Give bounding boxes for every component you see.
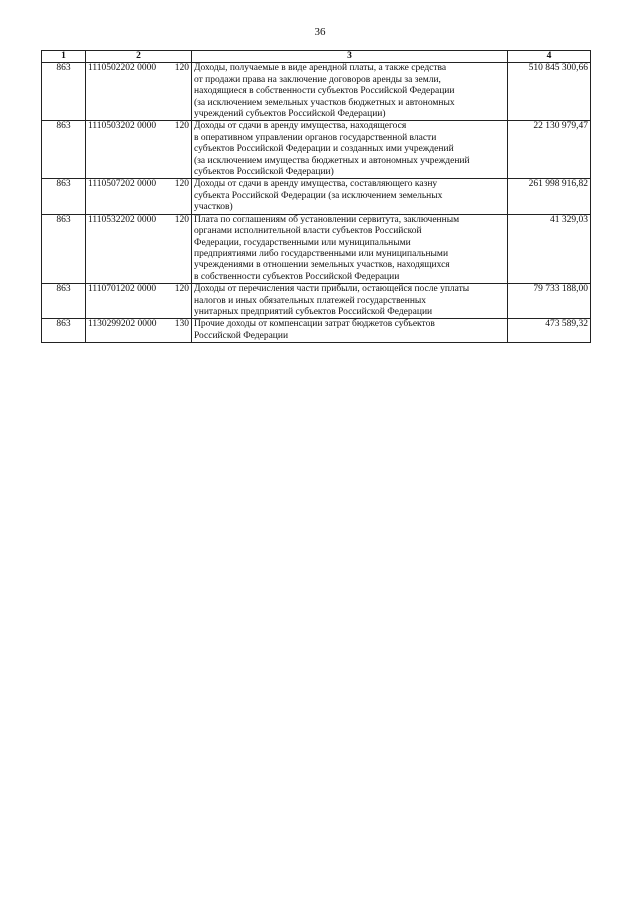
- income-type-code: 120: [174, 214, 189, 225]
- description-line: Российской Федерации: [194, 330, 289, 341]
- table-body: [42, 63, 591, 343]
- income-type-code: 120: [174, 63, 189, 74]
- description-cell: [192, 284, 508, 319]
- income-type-code: 120: [174, 284, 189, 295]
- description-line: Доходы от перечисления части прибыли, остающейся после уплаты: [194, 284, 470, 295]
- table-row: [42, 214, 591, 283]
- description-line: Доходы, получаемые в виде арендной платы, а также средства: [194, 63, 447, 74]
- column-header: 2: [86, 51, 192, 63]
- amount-cell: 261 998 916,82: [508, 179, 591, 214]
- description-line: Прочие доходы от компенсации затрат бюджетов субъектов: [194, 319, 435, 330]
- description-line: участков): [194, 202, 233, 213]
- table-row: [42, 179, 591, 214]
- description-line: Плата по соглашениям об установлении сервитута, заключенным: [194, 214, 460, 225]
- table-row: [42, 63, 591, 121]
- description-line: находящиеся в собственности субъектов Российской Федерации: [194, 86, 455, 97]
- classification-code: 1110507202 0000: [88, 179, 157, 190]
- amount-cell: 22 130 979,47: [508, 121, 591, 179]
- description-cell: [192, 319, 508, 343]
- description-line: Доходы от сдачи в аренду имущества, составляющего казну: [194, 179, 438, 190]
- budget-code-cell: [86, 63, 192, 121]
- table-header-row: [42, 51, 591, 63]
- description-line: Доходы от сдачи в аренду имущества, находящегося: [194, 121, 407, 132]
- classification-code: 1110701202 0000: [88, 284, 157, 295]
- admin-code-cell: 863: [42, 319, 86, 343]
- description-line: Федерации, государственными или муниципальными: [194, 237, 411, 248]
- budget-code-cell: [86, 214, 192, 283]
- description-line: в собственности субъектов Российской Федерации: [194, 271, 400, 282]
- budget-code-cell: [86, 179, 192, 214]
- income-type-code: 120: [174, 121, 189, 132]
- amount-cell: 41 329,03: [508, 214, 591, 283]
- description-cell: [192, 214, 508, 283]
- description-line: учреждений субъектов Российской Федерации): [194, 109, 386, 120]
- column-header: 1: [42, 51, 86, 63]
- admin-code-cell: 863: [42, 121, 86, 179]
- budget-code-cell: [86, 121, 192, 179]
- description-line: (за исключением земельных участков бюджетных и автономных: [194, 97, 455, 108]
- description-line: налогов и иных обязательных платежей государственных: [194, 295, 427, 306]
- description-line: учреждениями в отношении земельных участков, находящихся: [194, 260, 450, 271]
- budget-code-cell: [86, 319, 192, 343]
- admin-code-cell: 863: [42, 284, 86, 319]
- description-cell: [192, 63, 508, 121]
- classification-code: 1110503202 0000: [88, 121, 157, 132]
- amount-cell: 510 845 300,66: [508, 63, 591, 121]
- description-line: унитарных предприятий субъектов Российской Федерации: [194, 306, 433, 317]
- admin-code-cell: 863: [42, 214, 86, 283]
- description-cell: [192, 121, 508, 179]
- budget-code-cell: [86, 284, 192, 319]
- classification-code: 1110532202 0000: [88, 214, 157, 225]
- description-line: (за исключением имущества бюджетных и автономных учреждений: [194, 155, 470, 166]
- description-line: субъектов Российской Федерации): [194, 167, 334, 178]
- admin-code-cell: 863: [42, 63, 86, 121]
- description-line: предприятиями либо государственными или муниципальными: [194, 248, 449, 259]
- table-row: [42, 319, 591, 343]
- classification-code: 1110502202 0000: [88, 63, 157, 74]
- classification-code: 1130299202 0000: [88, 319, 157, 330]
- income-type-code: 130: [174, 319, 189, 330]
- description-line: органами исполнительной власти субъектов Российской: [194, 226, 422, 237]
- amount-cell: 473 589,32: [508, 319, 591, 343]
- table-row: [42, 121, 591, 179]
- admin-code-cell: 863: [42, 179, 86, 214]
- page-number: 36: [314, 26, 326, 38]
- column-header: 4: [508, 51, 591, 63]
- column-header: 3: [192, 51, 508, 63]
- description-line: от продажи права на заключение договоров аренды за земли,: [194, 74, 441, 85]
- income-type-code: 120: [174, 179, 189, 190]
- description-line: в оперативном управлении органов государственной власти: [194, 132, 437, 143]
- description-cell: [192, 179, 508, 214]
- table-row: [42, 284, 591, 319]
- description-line: субъекта Российской Федерации (за исключением земельных: [194, 190, 443, 201]
- description-line: субъектов Российской Федерации и созданных ими учреждений: [194, 144, 454, 155]
- amount-cell: 79 733 188,00: [508, 284, 591, 319]
- revenue-table: [41, 50, 591, 343]
